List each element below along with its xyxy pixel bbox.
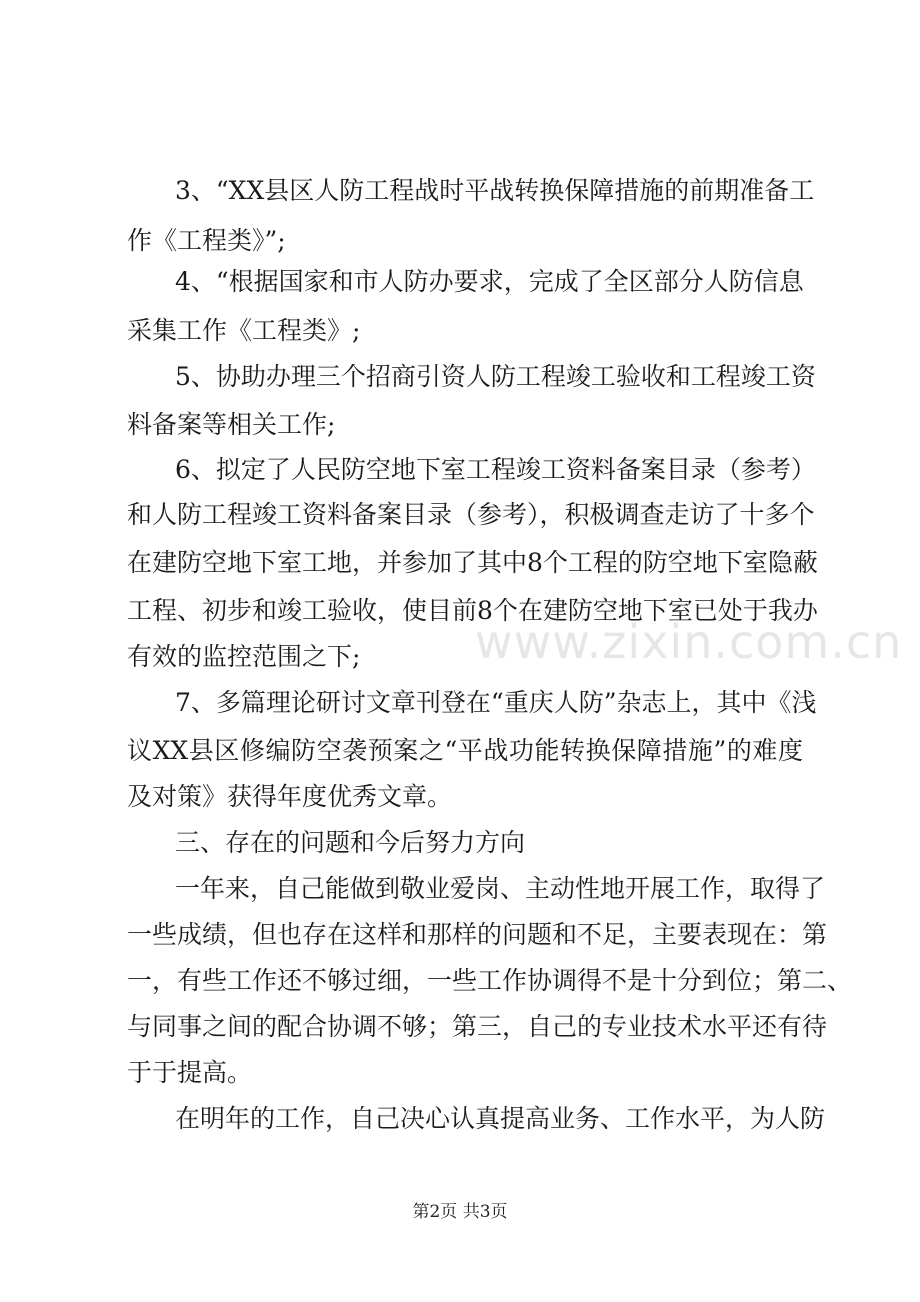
text-line: 采集工作《工程类》; [127, 316, 361, 345]
text-line: 料备案等相关工作; [127, 410, 336, 439]
text-line: 一些成绩，但也存在这样和那样的问题和不足，主要表现在：第 [127, 920, 828, 949]
text-line: 于于提高。 [127, 1058, 253, 1087]
text-line: 和人防工程竣工资料备案目录（参考），积极调查走访了十多个 [127, 500, 815, 529]
text-line: 4、“根据国家和市人防办要求，完成了全区部分人防信息 [175, 267, 804, 296]
text-line: 与同事之间的配合协调不够；第三，自己的专业技术水平还有待 [127, 1012, 828, 1041]
text-line: 作《工程类》”; [127, 226, 286, 255]
text-line: 一，有些工作还不够过细，一些工作协调得不是十分到位；第二、 [127, 966, 853, 995]
text-line: 一年来，自己能做到敬业爱岗、主动性地开展工作，取得了 [175, 874, 826, 903]
text-line: 6、拟定了人民防空地下室工程竣工资料备案目录（参考） [175, 455, 816, 484]
page-footer: 第2页 共3页 [412, 1202, 508, 1222]
section-heading: 三、存在的问题和今后努力方向 [175, 828, 526, 857]
text-line: 7、多篇理论研讨文章刊登在“重庆人防”杂志上，其中《浅 [175, 688, 817, 717]
text-line: 议XX县区修编防空袭预案之“平战功能转换保障措施”的难度 [127, 736, 803, 765]
text-line: 在建防空地下室工地，并参加了其中8个工程的防空地下室隐蔽 [127, 548, 818, 577]
text-line: 5、协助办理三个招商引资人防工程竣工验收和工程竣工资 [175, 362, 816, 391]
text-line: 工程、初步和竣工验收，使目前8个在建防空地下室已处于我办 [127, 596, 818, 625]
text-line: 在明年的工作，自己决心认真提高业务、工作水平，为人防 [175, 1104, 826, 1133]
text-line: 及对策》获得年度优秀文章。 [127, 782, 453, 811]
watermark: www.zixin.com.cn [475, 615, 903, 669]
text-line: 有效的监控范围之下; [127, 642, 361, 671]
text-line: 3、“XX县区人防工程战时平战转换保障措施的前期准备工 [175, 176, 815, 205]
